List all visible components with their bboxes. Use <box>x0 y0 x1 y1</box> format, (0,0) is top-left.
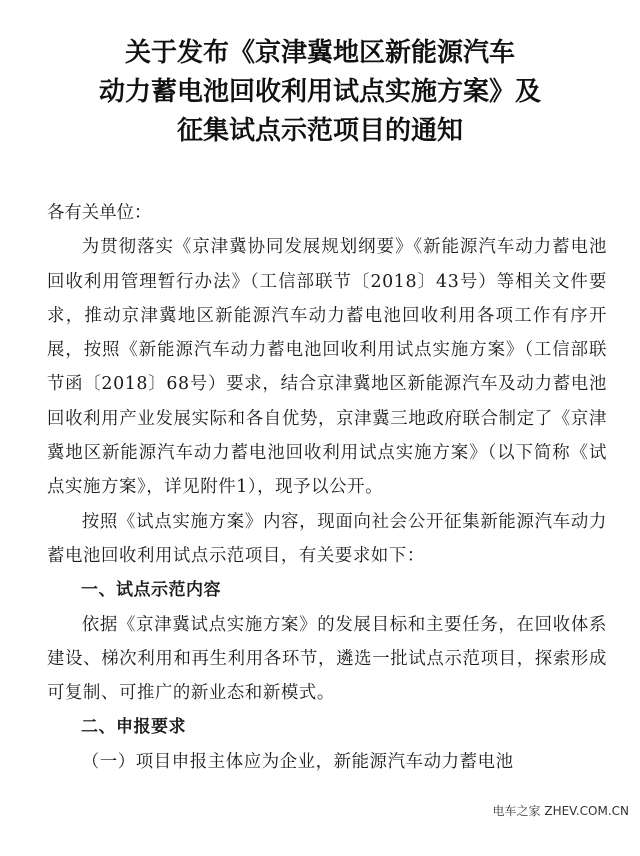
call-paragraph: 按照《试点实施方案》内容，现面向社会公开征集新能源汽车动力蓄电池回收利用试点示范项目，有关要求如下： <box>47 511 607 566</box>
section-heading-2: 二、申报要求 <box>81 717 186 738</box>
section-1-paragraph: 依据《京津冀试点实施方案》的发展目标和主要任务，在回收体系建设、梯次利用和再生利用各环节，遴选一批试点示范项目，探索形成可复制、可推广的新业态和新模式。 <box>47 614 607 704</box>
salutation: 各有关单位： <box>47 203 152 223</box>
intro-paragraph: 为贯彻落实《京津冀协同发展规划纲要》《新能源汽车动力蓄电池回收利用管理暂行办法》（工信部联节〔2018〕43号）等相关文件要求，推动京津冀地区新能源汽车动力蓄电池回收利用各项工作有序开展，按照《新能源汽车动力蓄电池回收利用试点实施方案》（工信部联节函〔2018〕68号）要求，结合京津冀地区新能源汽车及动力蓄电池回收利用产业发展实际和各自优势，京津冀三地政府联合制定了《京津冀地区新能源汽车动力蓄电池回收利用试点实施方案》（以下简称《试点实施方案》，详见附件1），现予以公开。 <box>47 237 607 498</box>
section-2-item-1: （一）项目申报主体应为企业，新能源汽车动力蓄电池 <box>81 751 514 772</box>
title-line-3: 征集试点示范项目的通知 <box>176 116 463 146</box>
document-body <box>47 196 607 779</box>
document-title <box>20 34 620 151</box>
title-line-2: 动力蓄电池回收利用试点实施方案》及 <box>98 77 541 107</box>
section-heading-1: 一、试点示范内容 <box>81 580 221 601</box>
title-line-1: 关于发布《京津冀地区新能源汽车 <box>124 38 515 68</box>
site-watermark: 电车之家 ZHEV.COM.CN <box>490 801 632 820</box>
